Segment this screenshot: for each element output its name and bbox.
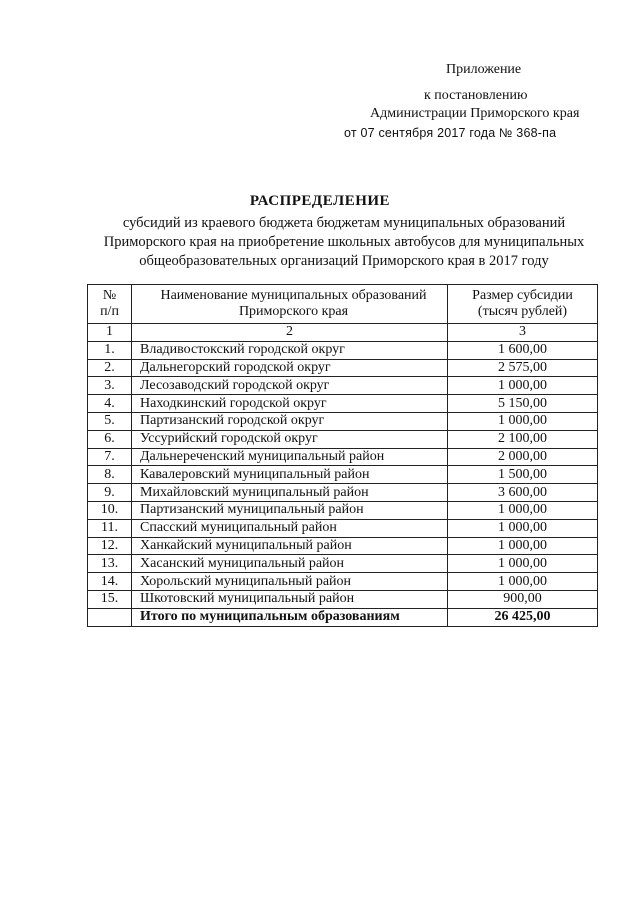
row-name-cell: Хасанский муниципальный район [132, 555, 448, 573]
subtitle-line: Приморского края на приобретение школьных автобусов для муниципальных [103, 234, 585, 250]
document-title: РАСПРЕДЕЛЕНИЕ [249, 193, 391, 209]
appendix-line3: Администрации Приморского края [370, 106, 580, 121]
table-row [88, 341, 598, 359]
row-sum-cell: 1 600,00 [448, 341, 598, 359]
row-name-cell: Михайловский муниципальный район [132, 484, 448, 502]
header-sum-line1: Размер субсидии [472, 288, 573, 303]
row-num-cell: 11. [88, 519, 132, 537]
row-num-cell: 5. [88, 412, 132, 430]
row-name-cell: Хорольский муниципальный район [132, 573, 448, 591]
row-name-cell: Владивостокский городской округ [132, 341, 448, 359]
document-subtitle [64, 214, 624, 271]
header-sum [448, 285, 598, 324]
table-row [88, 359, 598, 377]
row-name-cell: Кавалеровский муниципальный район [132, 466, 448, 484]
header-name [132, 285, 448, 324]
row-name-cell: Дальнереченский муниципальный район [132, 448, 448, 466]
row-num-cell: 3. [88, 377, 132, 395]
row-sum-cell: 1 000,00 [448, 519, 598, 537]
row-sum-cell: 3 600,00 [448, 484, 598, 502]
row-sum-cell: 1 500,00 [448, 466, 598, 484]
row-name-cell: Ханкайский муниципальный район [132, 537, 448, 555]
table-row [88, 377, 598, 395]
row-name-cell: Находкинский городской округ [132, 395, 448, 413]
column-index-cell: 1 [88, 324, 132, 342]
table-header-row [88, 285, 598, 324]
table-row [88, 519, 598, 537]
table-row [88, 395, 598, 413]
appendix-title: Приложение [446, 62, 522, 77]
row-name-cell: Партизанский городской округ [132, 412, 448, 430]
header-name-line1: Наименование муниципальных образований [160, 288, 427, 303]
row-sum-cell: 2 575,00 [448, 359, 598, 377]
table-row [88, 412, 598, 430]
table-total-row [88, 608, 598, 626]
row-sum-cell: 1 000,00 [448, 555, 598, 573]
table-row [88, 484, 598, 502]
row-num-cell: 14. [88, 573, 132, 591]
table-row [88, 573, 598, 591]
header-sum-line2: (тысяч рублей) [477, 304, 568, 319]
row-num-cell: 6. [88, 430, 132, 448]
row-name-cell: Дальнегорский городской округ [132, 359, 448, 377]
appendix-line2: к постановлению [424, 88, 528, 103]
row-name-cell: Партизанский муниципальный район [132, 501, 448, 519]
total-label: Итого по муниципальным образованиям [132, 608, 448, 626]
row-name-cell: Уссурийский городской округ [132, 430, 448, 448]
column-index-cell: 3 [448, 324, 598, 342]
row-num-cell: 4. [88, 395, 132, 413]
row-sum-cell: 1 000,00 [448, 412, 598, 430]
row-num-cell: 7. [88, 448, 132, 466]
table-row [88, 466, 598, 484]
row-sum-cell: 900,00 [448, 590, 598, 608]
row-sum-cell: 5 150,00 [448, 395, 598, 413]
row-name-cell: Лесозаводский городской округ [132, 377, 448, 395]
row-num-cell: 13. [88, 555, 132, 573]
row-sum-cell: 1 000,00 [448, 537, 598, 555]
column-index-row [88, 324, 598, 342]
row-num-cell: 9. [88, 484, 132, 502]
row-num-cell: 2. [88, 359, 132, 377]
header-name-line2: Приморского края [238, 304, 349, 319]
row-num-cell: 12. [88, 537, 132, 555]
table-row [88, 448, 598, 466]
subtitle-line: общеобразовательных организаций Приморского края в 2017 году [139, 253, 549, 269]
row-sum-cell: 2 100,00 [448, 430, 598, 448]
table-row [88, 555, 598, 573]
row-num-cell: 15. [88, 590, 132, 608]
row-name-cell: Спасский муниципальный район [132, 519, 448, 537]
header-num [88, 285, 132, 324]
subtitle-line: субсидий из краевого бюджета бюджетам муниципальных образований [122, 215, 566, 231]
appendix-date-stamp: от 07 сентября 2017 года № 368-па [344, 126, 557, 140]
row-num-cell: 8. [88, 466, 132, 484]
table-row [88, 501, 598, 519]
table-row [88, 590, 598, 608]
row-sum-cell: 2 000,00 [448, 448, 598, 466]
row-name-cell: Шкотовский муниципальный район [132, 590, 448, 608]
row-sum-cell: 1 000,00 [448, 501, 598, 519]
table-body [88, 324, 598, 627]
row-num-cell: 10. [88, 501, 132, 519]
total-empty-cell [88, 608, 132, 626]
row-num-cell: 1. [88, 341, 132, 359]
table-row [88, 537, 598, 555]
header-num-line2: п/п [100, 304, 119, 319]
total-sum: 26 425,00 [448, 608, 598, 626]
table-row [88, 430, 598, 448]
row-sum-cell: 1 000,00 [448, 377, 598, 395]
column-index-cell: 2 [132, 324, 448, 342]
row-sum-cell: 1 000,00 [448, 573, 598, 591]
header-num-line1: № [102, 288, 117, 303]
distribution-table [87, 284, 598, 627]
